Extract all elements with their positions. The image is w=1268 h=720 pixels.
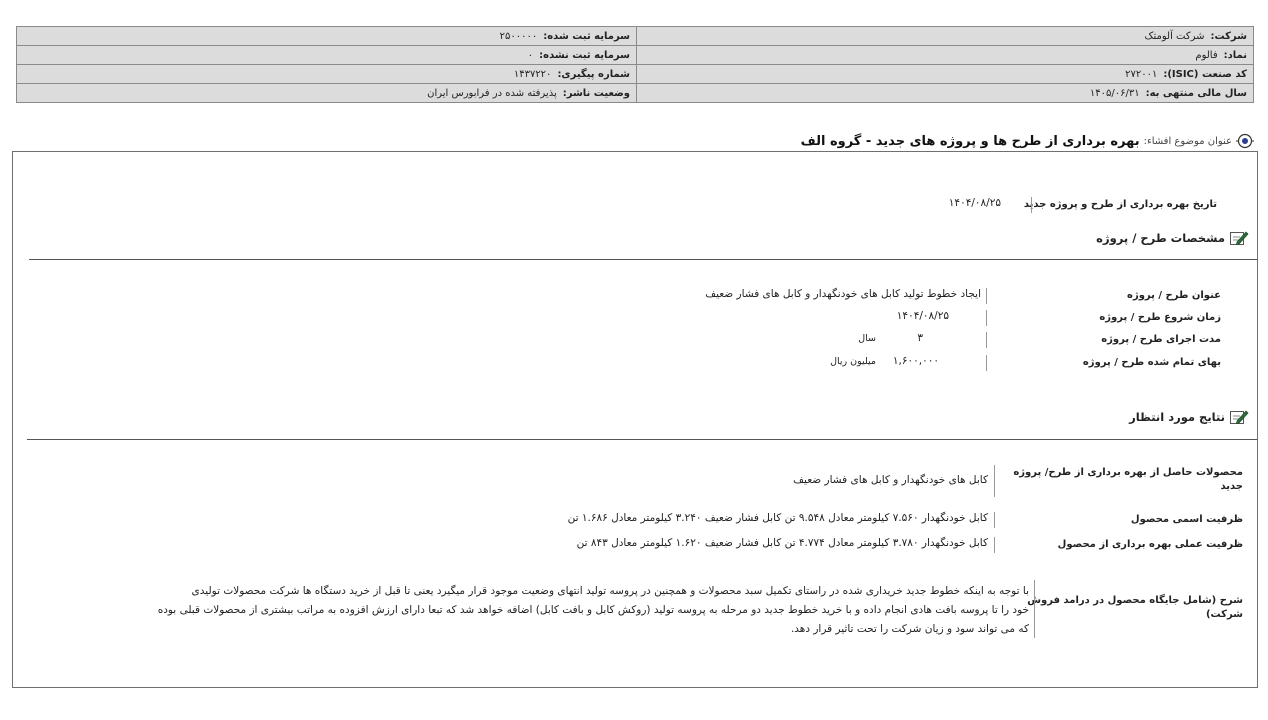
section-divider bbox=[29, 259, 1257, 260]
products-label: محصولات حاصل از بهره برداری از طرح/ پروژه جدید bbox=[1013, 467, 1243, 492]
tracking-value: ۱۴۳۷۲۲۰ bbox=[513, 68, 552, 80]
header-row bbox=[17, 84, 1254, 103]
edit-icon bbox=[1229, 408, 1249, 426]
section-results-title bbox=[1129, 408, 1249, 426]
fiscal-year-value: ۱۴۰۵/۰۶/۳۱ bbox=[1089, 87, 1140, 99]
target-icon bbox=[1236, 132, 1254, 150]
capital-registered-cell bbox=[17, 27, 637, 46]
project-cost-unit: میلیون ریال bbox=[830, 356, 876, 367]
header-row bbox=[17, 65, 1254, 84]
header-row bbox=[17, 27, 1254, 46]
nominal-capacity-value: کابل خودنگهدار ۷.۵۶۰ کیلومتر معادل ۹.۵۴۸ تن کابل فشار ضعیف ۳.۲۴۰ کیلومتر معادل ۱.۶۸۶ تن bbox=[567, 512, 988, 524]
separator bbox=[986, 332, 987, 348]
project-duration-unit: سال bbox=[858, 333, 876, 344]
fiscal-year-cell bbox=[637, 84, 1254, 103]
separator bbox=[994, 537, 995, 553]
section-results-label: نتایج مورد انتظار bbox=[1129, 410, 1225, 424]
tracking-label: شماره پیگیری: bbox=[557, 68, 630, 80]
section-project-label: مشخصات طرح / پروژه bbox=[1096, 231, 1225, 245]
company-info-table bbox=[16, 26, 1254, 103]
disclosure-panel bbox=[12, 151, 1258, 688]
project-row-label: مدت اجرای طرح / پروژه bbox=[1101, 334, 1221, 345]
symbol-label: نماد: bbox=[1223, 49, 1247, 61]
description-text: با توجه به اینکه خطوط جدید خریداری شده در راستای تکمیل سبد محصولات و همچنین در پروسه تولید انتهای وضعیت موجود قرار میگیرد یعنی تا قبل از خرید دستگاه ها شرکت محصولات تولیدی خود را تا پروسه بافت هادی انجام داده و با خرید خطوط جدید دو مرحله به پروسه تولید (روکش کابل و بافت کابل) اضافه خواهد شد که تبعا دارای ارزش افزوده به مراتب بیشتری از محصولات قبلی بوده که می تواند سود و زیان شرکت را تحت تاثیر قرار دهد. bbox=[157, 585, 1029, 635]
isic-label: کد صنعت (ISIC): bbox=[1163, 68, 1247, 80]
actual-capacity-label: ظرفیت عملی بهره برداری از محصول bbox=[1057, 539, 1243, 550]
products-value: کابل های خودنگهدار و کابل های فشار ضعیف bbox=[793, 474, 988, 486]
header-row bbox=[17, 46, 1254, 65]
separator bbox=[986, 355, 987, 371]
symbol-value: فالوم bbox=[1195, 49, 1218, 61]
publisher-status-cell bbox=[17, 84, 637, 103]
subject-label: عنوان موضوع افشاء: bbox=[1143, 135, 1232, 147]
company-value: شرکت آلومتک bbox=[1144, 30, 1205, 42]
separator bbox=[994, 465, 995, 497]
section-divider bbox=[27, 439, 1257, 440]
publisher-status-value: پذیرفته شده در فرابورس ایران bbox=[427, 87, 557, 99]
capital-registered-value: ۲۵۰۰۰۰۰ bbox=[499, 30, 538, 42]
capital-unregistered-value: ۰ bbox=[527, 49, 534, 61]
actual-capacity-value: کابل خودنگهدار ۳.۷۸۰ کیلومتر معادل ۴.۷۷۴ تن کابل فشار ضعیف ۱.۶۲۰ کیلومتر معادل ۸۴۳ تن bbox=[576, 537, 988, 549]
project-row-label: عنوان طرح / پروژه bbox=[1127, 290, 1221, 301]
project-row-label: بهای تمام شده طرح / پروژه bbox=[1082, 357, 1221, 368]
isic-cell bbox=[637, 65, 1254, 84]
capital-registered-label: سرمایه ثبت شده: bbox=[543, 30, 630, 42]
project-duration-value: ۳ bbox=[917, 332, 923, 344]
separator bbox=[1031, 197, 1032, 213]
operation-date-value: ۱۴۰۴/۰۸/۲۵ bbox=[948, 197, 1001, 209]
subject-value: بهره برداری از طرح ها و پروژه های جدید - گروه الف bbox=[800, 133, 1140, 149]
publisher-status-label: وضعیت ناشر: bbox=[562, 87, 630, 99]
separator bbox=[986, 288, 987, 304]
section-project-title bbox=[1096, 229, 1249, 247]
company-cell bbox=[637, 27, 1254, 46]
project-start-value: ۱۴۰۴/۰۸/۲۵ bbox=[896, 310, 949, 322]
description-label: شرح (شامل جایگاه محصول در درامد فروش شرکت) bbox=[1027, 595, 1243, 620]
project-row-label: زمان شروع طرح / پروژه bbox=[1099, 312, 1221, 323]
separator bbox=[994, 512, 995, 528]
project-title-value: ایجاد خطوط تولید کابل های خودنگهدار و کابل های فشار ضعیف bbox=[705, 288, 981, 300]
capital-unregistered-cell bbox=[17, 46, 637, 65]
symbol-cell bbox=[637, 46, 1254, 65]
tracking-cell bbox=[17, 65, 637, 84]
separator bbox=[986, 310, 987, 326]
capital-unregistered-label: سرمایه ثبت نشده: bbox=[539, 49, 630, 61]
company-label: شرکت: bbox=[1210, 30, 1247, 42]
operation-date-label: تاریخ بهره برداری از طرح و پروژه جدید bbox=[1023, 199, 1217, 210]
isic-value: ۲۷۲۰۰۱ bbox=[1125, 68, 1158, 80]
edit-icon bbox=[1229, 229, 1249, 247]
fiscal-year-label: سال مالی منتهی به: bbox=[1145, 87, 1247, 99]
separator bbox=[1034, 580, 1035, 638]
nominal-capacity-label: ظرفیت اسمی محصول bbox=[1130, 514, 1243, 525]
project-cost-value: ۱,۶۰۰,۰۰۰ bbox=[892, 355, 939, 367]
disclosure-subject bbox=[801, 131, 1254, 151]
